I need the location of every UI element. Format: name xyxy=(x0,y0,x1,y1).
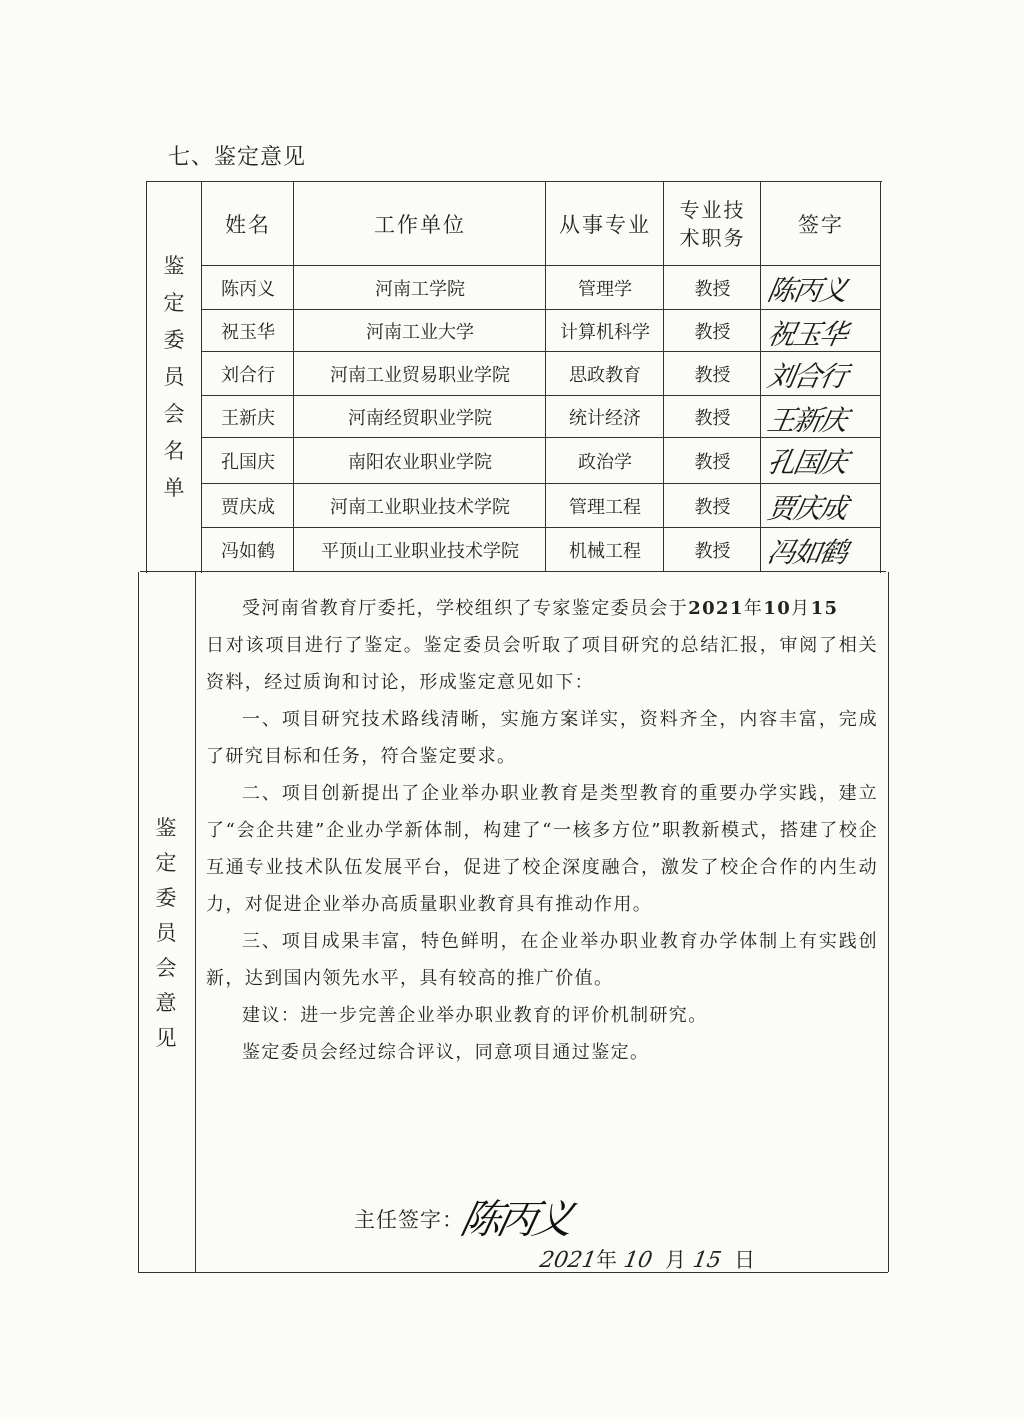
member-title: 教授 xyxy=(694,496,731,518)
member-name: 孔国庆 xyxy=(221,451,275,473)
opinion-paragraph-1 xyxy=(206,590,878,627)
member-handwritten-signature: 祝玉华 xyxy=(764,318,849,351)
member-handwritten-signature: 贾庆成 xyxy=(764,492,849,525)
member-name: 贾庆成 xyxy=(221,496,275,518)
member-handwritten-signature: 陈丙义 xyxy=(764,274,849,307)
member-title: 教授 xyxy=(694,407,731,429)
member-major: 管理工程 xyxy=(569,496,641,518)
column-header-name: 姓名 xyxy=(225,213,271,237)
member-title: 教授 xyxy=(694,321,731,343)
member-unit: 河南工学院 xyxy=(375,278,465,300)
column-header-unit: 工作单位 xyxy=(374,213,466,237)
date-month-suffix: 月 xyxy=(665,1248,687,1272)
member-name: 陈丙义 xyxy=(221,278,275,300)
member-major: 政治学 xyxy=(578,451,632,473)
member-major: 管理学 xyxy=(578,278,632,300)
member-name: 冯如鹤 xyxy=(221,540,275,562)
signature-date xyxy=(537,1244,756,1274)
opinion-p1-month: 10 xyxy=(763,598,792,619)
column-header-signature: 签字 xyxy=(798,213,844,237)
date-day-suffix: 日 xyxy=(734,1248,756,1272)
opinion-paragraph-3: 二、项目创新提出了企业举办职业教育是类型教育的重要办学实践，建立了“会企共建”企业办学新体制，构建了“一核多方位”职教新模式，搭建了校企互通专业技术队伍发展平台，促进了校企深度融合，激发了校企合作的内生动力，对促进企业举办高质量职业教育具有推动作用。 xyxy=(206,783,878,915)
member-name: 刘合行 xyxy=(221,364,275,386)
member-title: 教授 xyxy=(694,540,731,562)
section-title: 七、鉴定意见 xyxy=(168,145,307,170)
member-unit: 南阳农业职业学院 xyxy=(348,451,492,473)
opinion-p1-month-suffix: 月 xyxy=(791,598,811,619)
committee-list-label: 鉴 定 委 员 会 名 单 xyxy=(163,254,185,500)
member-unit: 河南工业职业技术学院 xyxy=(330,496,510,518)
member-unit: 平顶山工业职业技术学院 xyxy=(321,540,519,562)
opinion-paragraph-5: 建议：进一步完善企业举办职业教育的评价机制研究。 xyxy=(242,1005,708,1026)
opinion-p1-text: 受河南省教育厅委托，学校组织了专家鉴定委员会于 xyxy=(242,598,689,619)
member-handwritten-signature: 刘合行 xyxy=(764,360,849,393)
date-year: 2021 xyxy=(537,1248,599,1273)
member-major: 思政教育 xyxy=(569,364,641,386)
member-title: 教授 xyxy=(694,278,731,300)
member-title: 教授 xyxy=(694,364,731,386)
column-header-title-line2: 术职务 xyxy=(679,226,746,250)
member-major: 计算机科学 xyxy=(560,321,650,343)
chief-handwritten-signature: 陈丙义 xyxy=(456,1197,575,1243)
date-month: 10 xyxy=(621,1248,654,1273)
column-header-major: 从事专业 xyxy=(559,213,651,237)
date-year-suffix: 年 xyxy=(596,1248,617,1272)
date-day: 15 xyxy=(690,1248,723,1273)
member-major: 统计经济 xyxy=(569,407,641,429)
member-handwritten-signature: 冯如鹤 xyxy=(764,536,849,569)
opinion-paragraph-1-cont: 日对该项目进行了鉴定。鉴定委员会听取了项目研究的总结汇报，审阅了相关资料，经过质询和讨论，形成鉴定意见如下： xyxy=(206,635,878,693)
member-name: 祝玉华 xyxy=(221,321,275,343)
member-major: 机械工程 xyxy=(569,540,641,562)
opinion-p1-year-suffix: 年 xyxy=(743,598,764,619)
opinion-paragraph-2: 一、项目研究技术路线清晰，实施方案详实，资料齐全，内容丰富，完成了研究目标和任务，符合鉴定要求。 xyxy=(206,709,878,767)
opinion-p1-day: 15 xyxy=(810,598,839,619)
member-handwritten-signature: 王新庆 xyxy=(764,404,849,437)
member-unit: 河南工业贸易职业学院 xyxy=(330,364,510,386)
column-header-title-line1: 专业技 xyxy=(679,198,746,222)
opinion-paragraph-4: 三、项目成果丰富，特色鲜明，在企业举办职业教育办学体制上有实践创新，达到国内领先水平，具有较高的推广价值。 xyxy=(206,931,878,989)
committee-opinion-label: 鉴 定 委 员 会 意 见 xyxy=(155,816,177,1050)
member-handwritten-signature: 孔国庆 xyxy=(764,446,849,479)
opinion-paragraph-6: 鉴定委员会经过综合评议，同意项目通过鉴定。 xyxy=(242,1042,650,1063)
opinion-text xyxy=(206,590,878,1071)
member-unit: 河南工业大学 xyxy=(366,321,474,343)
opinion-p1-year: 2021 xyxy=(688,598,744,619)
member-unit: 河南经贸职业学院 xyxy=(348,407,492,429)
column-header-title xyxy=(665,183,760,265)
member-name: 王新庆 xyxy=(221,407,275,429)
member-title: 教授 xyxy=(694,451,731,473)
chief-signature-label: 主任签字： xyxy=(354,1208,464,1232)
